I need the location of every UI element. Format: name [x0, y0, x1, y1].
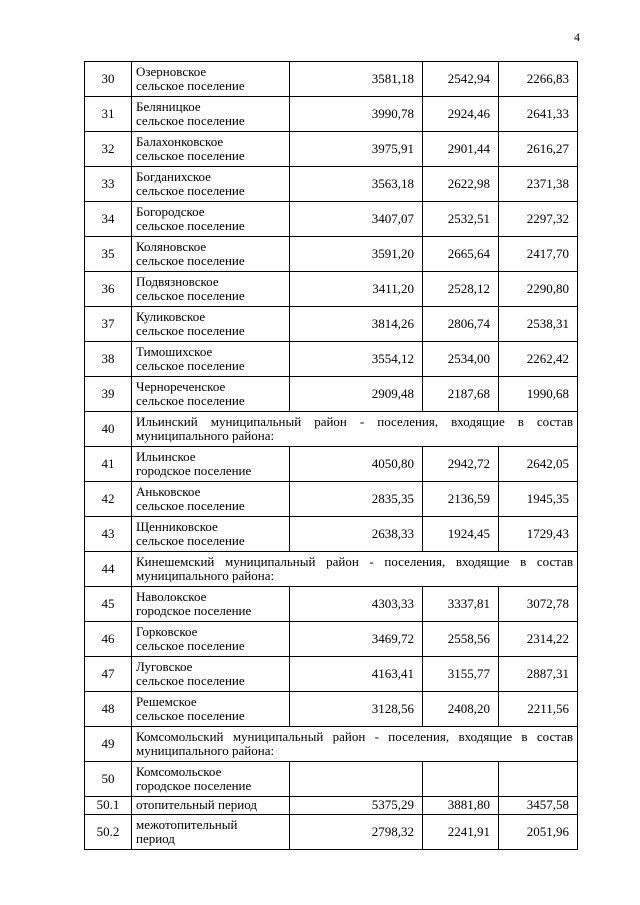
settlement-name-line: Решемское — [136, 693, 197, 709]
table-row — [85, 482, 578, 517]
settlement-name — [132, 517, 290, 552]
settlement-name — [132, 482, 290, 517]
table-row — [85, 377, 578, 412]
settlement-name-line: сельское поселение — [136, 708, 245, 723]
row-number: 41 — [85, 447, 132, 482]
section-row — [85, 552, 578, 587]
value-col-1: 3469,72 — [290, 622, 423, 657]
value-col-2: 2408,20 — [423, 692, 499, 727]
value-col-1: 3975,91 — [290, 132, 423, 167]
section-title: Ильинский муниципальный район - поселения, входящие в состав муниципального района: — [132, 412, 578, 447]
row-number: 49 — [85, 727, 132, 762]
settlement-name — [132, 272, 290, 307]
value-col-3: 2616,27 — [499, 132, 578, 167]
settlement-name-line: сельское поселение — [136, 288, 245, 303]
table-row — [85, 62, 578, 97]
table-row — [85, 692, 578, 727]
value-col-2: 2534,00 — [423, 342, 499, 377]
settlement-name-line: сельское поселение — [136, 358, 245, 373]
table-row — [85, 237, 578, 272]
settlement-name — [132, 237, 290, 272]
settlement-name — [132, 657, 290, 692]
value-col-3: 2290,80 — [499, 272, 578, 307]
settlement-name — [132, 167, 290, 202]
row-number: 50.1 — [85, 797, 132, 815]
settlement-name-line: сельское поселение — [136, 113, 245, 128]
value-col-1: 3990,78 — [290, 97, 423, 132]
value-col-3: 2887,31 — [499, 657, 578, 692]
value-col-3: 2051,96 — [499, 815, 578, 850]
value-col-2: 2187,68 — [423, 377, 499, 412]
settlement-name-line: Тимошихское — [136, 343, 213, 359]
value-col-2: 3337,81 — [423, 587, 499, 622]
settlement-name — [132, 815, 290, 850]
settlement-name-line: сельское поселение — [136, 78, 245, 93]
value-col-1: 2638,33 — [290, 517, 423, 552]
row-number: 37 — [85, 307, 132, 342]
table-row — [85, 447, 578, 482]
value-col-1 — [290, 762, 423, 797]
value-col-1: 3554,12 — [290, 342, 423, 377]
settlement-name-line: сельское поселение — [136, 638, 245, 653]
table-row — [85, 307, 578, 342]
value-col-2: 2942,72 — [423, 447, 499, 482]
settlement-name-line: сельское поселение — [136, 218, 245, 233]
value-col-1: 3814,26 — [290, 307, 423, 342]
settlement-name-line: Луговское — [136, 658, 193, 674]
row-number: 46 — [85, 622, 132, 657]
table-row — [85, 167, 578, 202]
value-col-3: 2641,33 — [499, 97, 578, 132]
settlement-name-line: сельское поселение — [136, 393, 245, 408]
settlement-name-line: отопительный период — [136, 797, 257, 813]
table-row — [85, 657, 578, 692]
settlement-name — [132, 587, 290, 622]
settlement-name-line: сельское поселение — [136, 148, 245, 163]
value-col-2: 2528,12 — [423, 272, 499, 307]
value-col-3 — [499, 762, 578, 797]
value-col-1: 2835,35 — [290, 482, 423, 517]
value-col-1: 4303,33 — [290, 587, 423, 622]
settlement-name — [132, 202, 290, 237]
settlement-name-line: сельское поселение — [136, 183, 245, 198]
section-title: Комсомольский муниципальный район - поселения, входящие в состав муниципального района: — [132, 727, 578, 762]
table-row — [85, 815, 578, 850]
value-col-2: 2806,74 — [423, 307, 499, 342]
value-col-3: 2642,05 — [499, 447, 578, 482]
value-col-2: 3881,80 — [423, 797, 499, 815]
settlement-name — [132, 762, 290, 797]
value-col-1: 5375,29 — [290, 797, 423, 815]
table-row — [85, 132, 578, 167]
settlement-name-line: Богданихское — [136, 168, 211, 184]
settlement-name-line: Богородское — [136, 203, 205, 219]
row-number: 30 — [85, 62, 132, 97]
value-col-1: 3591,20 — [290, 237, 423, 272]
value-col-1: 3128,56 — [290, 692, 423, 727]
table-row — [85, 97, 578, 132]
value-col-3: 1990,68 — [499, 377, 578, 412]
settlement-name-line: Горковское — [136, 623, 198, 639]
section-row — [85, 412, 578, 447]
settlement-name-line: сельское поселение — [136, 533, 245, 548]
value-col-3: 1729,43 — [499, 517, 578, 552]
value-col-1: 2798,32 — [290, 815, 423, 850]
value-col-3: 2538,31 — [499, 307, 578, 342]
settlement-name — [132, 342, 290, 377]
row-number: 43 — [85, 517, 132, 552]
value-col-2: 2136,59 — [423, 482, 499, 517]
settlement-name-line: Ильинское — [136, 448, 196, 464]
value-col-2 — [423, 762, 499, 797]
settlement-name-line: Комсомольское — [136, 763, 222, 779]
value-col-2: 2665,64 — [423, 237, 499, 272]
value-col-1: 3411,20 — [290, 272, 423, 307]
value-col-2: 2532,51 — [423, 202, 499, 237]
value-col-2: 2542,94 — [423, 62, 499, 97]
row-number: 45 — [85, 587, 132, 622]
settlement-name-line: Наволокское — [136, 588, 207, 604]
table-row — [85, 762, 578, 797]
value-col-3: 2417,70 — [499, 237, 578, 272]
settlement-name-line: Куликовское — [136, 308, 206, 324]
settlement-name-line: Коляновское — [136, 238, 207, 254]
settlement-name — [132, 447, 290, 482]
value-col-3: 2371,38 — [499, 167, 578, 202]
value-col-3: 2262,42 — [499, 342, 578, 377]
settlement-name-line: городское поселение — [136, 778, 252, 793]
table-row — [85, 587, 578, 622]
table-row — [85, 517, 578, 552]
row-number: 35 — [85, 237, 132, 272]
row-number: 47 — [85, 657, 132, 692]
table-row — [85, 272, 578, 307]
settlement-name-line: сельское поселение — [136, 498, 245, 513]
table-row — [85, 202, 578, 237]
row-number: 31 — [85, 97, 132, 132]
settlement-name-line: Озерновское — [136, 63, 207, 79]
settlement-name — [132, 377, 290, 412]
value-col-2: 2241,91 — [423, 815, 499, 850]
settlement-name-line: период — [136, 831, 175, 846]
value-col-3: 2211,56 — [499, 692, 578, 727]
table-row — [85, 622, 578, 657]
row-number: 48 — [85, 692, 132, 727]
page-number: 4 — [574, 30, 580, 44]
settlement-name-line: Балахонковское — [136, 133, 224, 149]
value-col-2: 2558,56 — [423, 622, 499, 657]
settlement-name — [132, 692, 290, 727]
settlement-name-line: городское поселение — [136, 603, 252, 618]
section-row — [85, 727, 578, 762]
section-title: Кинешемский муниципальный район - поселения, входящие в состав муниципального района: — [132, 552, 578, 587]
row-number: 33 — [85, 167, 132, 202]
settlement-name-line: Подвязновское — [136, 273, 219, 289]
value-col-2: 3155,77 — [423, 657, 499, 692]
row-number: 34 — [85, 202, 132, 237]
value-col-1: 2909,48 — [290, 377, 423, 412]
row-number: 36 — [85, 272, 132, 307]
settlement-name — [132, 97, 290, 132]
settlement-name — [132, 797, 290, 815]
value-col-3: 1945,35 — [499, 482, 578, 517]
value-col-1: 4050,80 — [290, 447, 423, 482]
settlement-name-line: межотопительный — [136, 816, 238, 832]
settlement-name-line: Аньковское — [136, 483, 201, 499]
settlement-name — [132, 307, 290, 342]
settlement-name-line: сельское поселение — [136, 253, 245, 268]
value-col-3: 3457,58 — [499, 797, 578, 815]
row-number: 38 — [85, 342, 132, 377]
value-col-2: 2924,46 — [423, 97, 499, 132]
table-row — [85, 342, 578, 377]
settlement-name-line: Чернореченское — [136, 378, 226, 394]
settlement-name — [132, 132, 290, 167]
value-col-1: 3581,18 — [290, 62, 423, 97]
row-number: 42 — [85, 482, 132, 517]
row-number: 44 — [85, 552, 132, 587]
row-number: 32 — [85, 132, 132, 167]
value-col-2: 2622,98 — [423, 167, 499, 202]
row-number: 40 — [85, 412, 132, 447]
row-number: 50.2 — [85, 815, 132, 850]
value-col-1: 3563,18 — [290, 167, 423, 202]
value-col-2: 1924,45 — [423, 517, 499, 552]
settlement-name — [132, 62, 290, 97]
value-col-3: 2297,32 — [499, 202, 578, 237]
row-number: 50 — [85, 762, 132, 797]
table-row — [85, 797, 578, 815]
value-col-3: 2266,83 — [499, 62, 578, 97]
settlement-name-line: городское поселение — [136, 463, 252, 478]
value-col-1: 4163,41 — [290, 657, 423, 692]
settlement-name-line: сельское поселение — [136, 673, 245, 688]
value-col-2: 2901,44 — [423, 132, 499, 167]
value-col-3: 2314,22 — [499, 622, 578, 657]
value-col-1: 3407,07 — [290, 202, 423, 237]
tariff-table — [84, 61, 578, 850]
settlement-name-line: Щенниковское — [136, 518, 218, 534]
settlement-name-line: сельское поселение — [136, 323, 245, 338]
value-col-3: 3072,78 — [499, 587, 578, 622]
settlement-name — [132, 622, 290, 657]
row-number: 39 — [85, 377, 132, 412]
settlement-name-line: Беляницкое — [136, 98, 201, 114]
